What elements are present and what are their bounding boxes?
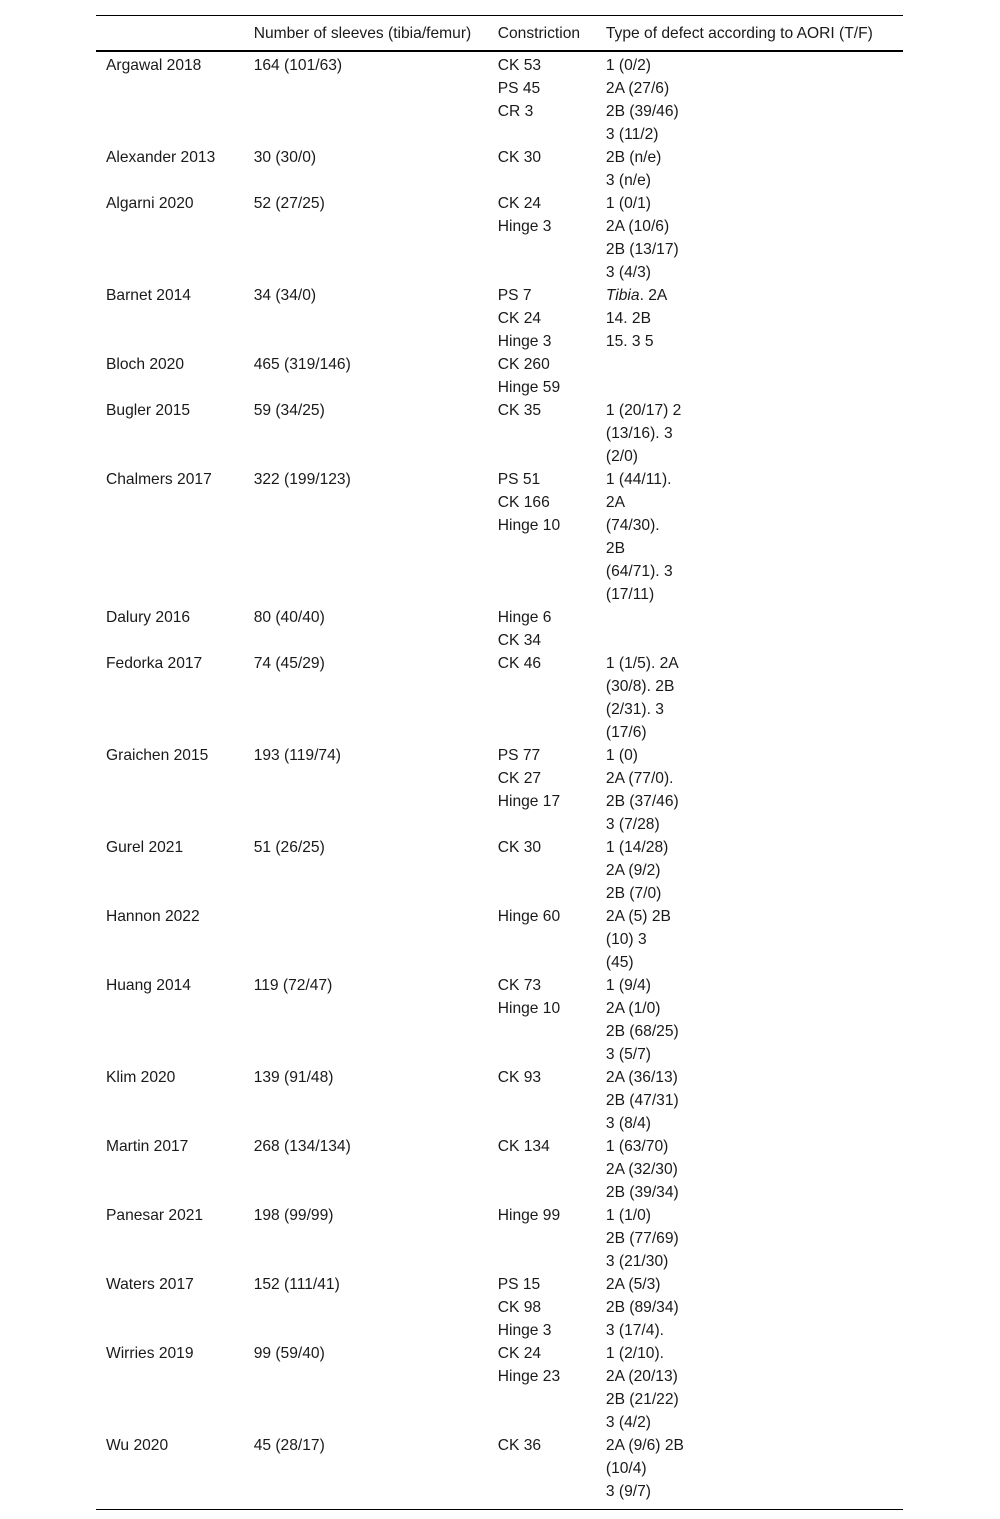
cell-sleeves: 80 (40/40): [253, 609, 325, 626]
cell-defect-type: [596, 905, 903, 974]
cell-sleeves: 45 (28/17): [244, 1434, 488, 1510]
cell-constriction: [488, 652, 596, 744]
defect-line: (10) 3: [605, 931, 647, 948]
cell-sleeves: 193 (119/74): [253, 747, 341, 764]
defect-line: 2B: [605, 540, 625, 557]
table-row: [96, 652, 903, 744]
constriction-line: Hinge 3: [497, 218, 552, 235]
cell-sleeves: 30 (30/0): [253, 149, 317, 166]
constriction-line: CK 24: [497, 195, 542, 212]
constriction-line: CR 3: [497, 103, 534, 120]
cell-study: Dalury 2016: [106, 609, 191, 626]
cell-defect-type: [596, 1204, 903, 1273]
constriction-line: CK 30: [497, 839, 542, 856]
cell-constriction: [488, 192, 596, 284]
constriction-line: Hinge 99: [497, 1207, 561, 1224]
defect-line: 1 (2/10).: [605, 1345, 664, 1362]
defect-line: (17/6): [605, 724, 647, 741]
table-row: [96, 284, 903, 353]
table-row: [96, 744, 903, 836]
cell-defect-type: [596, 146, 903, 192]
cell-study: Klim 2020: [106, 1069, 176, 1086]
constriction-line: CK 73: [497, 977, 542, 994]
defect-line: 3 (4/2): [605, 1414, 651, 1431]
defect-line: 2B (77/69): [605, 1230, 679, 1247]
cell-sleeves: 198 (99/99): [253, 1207, 334, 1224]
cell-sleeves: 119 (72/47): [253, 977, 333, 994]
defect-line: 2A (36/13): [605, 1069, 678, 1086]
defect-line-text: . 2A: [639, 287, 668, 304]
defect-line: 3 (9/7): [605, 1483, 651, 1500]
cell-constriction: [488, 606, 596, 652]
cell-constriction: [488, 284, 596, 353]
cell-constriction: [488, 1434, 596, 1510]
defect-line: 2B (37/46): [605, 793, 679, 810]
defect-line: (74/30).: [605, 517, 660, 534]
constriction-line: CK 24: [497, 1345, 542, 1362]
header-study: [96, 16, 244, 52]
defect-line: 3 (4/3): [605, 264, 651, 281]
defect-line: 2A (9/6) 2B: [605, 1437, 684, 1454]
studies-table: [96, 15, 903, 1510]
table-body: [96, 51, 903, 1510]
defect-line: 1 (9/4): [605, 977, 651, 994]
table-row: [96, 836, 903, 905]
defect-line: 3 (17/4).: [605, 1322, 664, 1339]
defect-line: (64/71). 3: [605, 563, 673, 580]
defect-line: 2B (39/34): [605, 1184, 679, 1201]
cell-defect-type: [596, 1434, 903, 1510]
cell-constriction: [488, 51, 596, 146]
cell-study: Algarni 2020: [106, 195, 194, 212]
defect-line: (17/11): [605, 586, 655, 603]
defect-line: 2A (5/3): [605, 1276, 661, 1293]
defect-line: 14. 2B: [605, 310, 651, 327]
defect-line: 3 (21/30): [605, 1253, 669, 1270]
cell-sleeves: 99 (59/40): [253, 1345, 325, 1362]
defect-line: 2B (21/22): [605, 1391, 679, 1408]
cell-defect-type: [596, 399, 903, 468]
defect-line: 2A (77/0).: [605, 770, 674, 787]
cell-defect-type: [596, 284, 903, 353]
cell-sleeves: 322 (199/123): [253, 471, 351, 488]
table-header-row: [96, 16, 903, 52]
constriction-line: CK 53: [497, 57, 542, 74]
defect-line: 2A (10/6): [605, 218, 670, 235]
constriction-line: Hinge 3: [497, 333, 552, 350]
cell-constriction: [488, 353, 596, 399]
defect-line: 2B (39/46): [605, 103, 679, 120]
cell-defect-type: [596, 1273, 903, 1342]
constriction-line: PS 77: [497, 747, 541, 764]
cell-defect-type: [596, 1135, 903, 1204]
constriction-line: CK 36: [497, 1437, 542, 1454]
table-row: [96, 905, 903, 974]
table-row: [96, 974, 903, 1066]
defect-line: 3 (5/7): [605, 1046, 651, 1063]
cell-study: Argawal 2018: [106, 57, 202, 74]
defect-line: (13/16). 3: [605, 425, 673, 442]
defect-line: 2B (7/0): [605, 885, 662, 902]
defect-line: [606, 284, 893, 307]
constriction-line: PS 45: [497, 80, 541, 97]
defect-line: 3 (11/2): [605, 126, 659, 143]
cell-study: Waters 2017: [106, 1276, 194, 1293]
constriction-line: Hinge 10: [497, 1000, 561, 1017]
constriction-line: CK 98: [497, 1299, 542, 1316]
defect-line: 2A (5) 2B: [605, 908, 671, 925]
table-row: [96, 1434, 903, 1510]
table-row: [96, 399, 903, 468]
defect-line: 2B (n/e): [605, 149, 662, 166]
constriction-line: PS 15: [497, 1276, 541, 1293]
header-defect-type: Type of defect according to AORI (T/F): [596, 16, 903, 52]
cell-sleeves: 52 (27/25): [253, 195, 325, 212]
defect-line: 2A: [605, 494, 625, 511]
cell-constriction: [488, 1204, 596, 1273]
cell-defect-type: [596, 192, 903, 284]
table-row: [96, 606, 903, 652]
header-constriction: Constriction: [488, 16, 596, 52]
constriction-line: PS 7: [497, 287, 532, 304]
constriction-line: CK 27: [497, 770, 542, 787]
defect-line: 2A (32/30): [605, 1161, 678, 1178]
cell-sleeves: [244, 905, 488, 974]
cell-defect-type: [596, 1342, 903, 1434]
constriction-line: CK 30: [497, 149, 542, 166]
cell-constriction: [488, 1273, 596, 1342]
cell-study: Graichen 2015: [106, 747, 209, 764]
cell-defect-type: [596, 606, 903, 652]
defect-line: 2A (1/0): [605, 1000, 661, 1017]
cell-defect-type: [596, 744, 903, 836]
constriction-line: CK 35: [497, 402, 542, 419]
constriction-line: CK 260: [497, 356, 550, 373]
cell-sleeves: 268 (134/134): [253, 1138, 351, 1155]
constriction-line: Hinge 59: [497, 379, 561, 396]
cell-study: Bugler 2015: [106, 402, 191, 419]
table-row: [96, 1135, 903, 1204]
constriction-line: Hinge 3: [497, 1322, 552, 1339]
defect-line: 2A (27/6): [605, 80, 670, 97]
defect-line: 1 (0): [605, 747, 638, 764]
defect-line: 2B (68/25): [605, 1023, 679, 1040]
constriction-line: CK 34: [497, 632, 542, 649]
cell-defect-type: [596, 468, 903, 606]
table-row: [96, 353, 903, 399]
cell-study: Martin 2017: [106, 1138, 189, 1155]
defect-italic-label: Tibia: [605, 287, 640, 304]
defect-line: 3 (7/28): [605, 816, 660, 833]
table-row: [96, 1342, 903, 1434]
cell-constriction: [488, 399, 596, 468]
defect-line: 1 (20/17) 2: [605, 402, 682, 419]
cell-constriction: [488, 744, 596, 836]
cell-sleeves: 164 (101/63): [253, 57, 343, 74]
cell-study: Panesar 2021: [106, 1207, 204, 1224]
cell-constriction: [488, 905, 596, 974]
defect-line: (45): [605, 954, 634, 971]
cell-constriction: [488, 1342, 596, 1434]
cell-study: Alexander 2013: [106, 149, 216, 166]
table-row: [96, 1204, 903, 1273]
defect-line: (2/31). 3: [605, 701, 664, 718]
cell-study: Hannon 2022: [106, 908, 200, 925]
table-row: [96, 146, 903, 192]
constriction-line: Hinge 6: [497, 609, 552, 626]
cell-defect-type: [596, 974, 903, 1066]
cell-study: Wirries 2019: [106, 1345, 194, 1362]
cell-study: Fedorka 2017: [106, 655, 203, 672]
cell-sleeves: 34 (34/0): [253, 287, 317, 304]
defect-line: 1 (1/5). 2A: [605, 655, 679, 672]
defect-line: 2A (9/2): [605, 862, 661, 879]
constriction-line: Hinge 17: [497, 793, 561, 810]
cell-sleeves: 74 (45/29): [253, 655, 325, 672]
cell-study: Chalmers 2017: [106, 471, 212, 488]
cell-constriction: [488, 1066, 596, 1135]
defect-line: 1 (44/11).: [605, 471, 672, 488]
defect-line: 2B (13/17): [605, 241, 679, 258]
defect-line: 1 (63/70): [605, 1138, 669, 1155]
cell-study: Gurel 2021: [106, 839, 184, 856]
cell-constriction: [488, 1135, 596, 1204]
constriction-line: Hinge 10: [497, 517, 561, 534]
cell-study: Barnet 2014: [106, 287, 191, 304]
table-row: [96, 1273, 903, 1342]
defect-line: (30/8). 2B: [605, 678, 675, 695]
cell-sleeves: 139 (91/48): [253, 1069, 334, 1086]
cell-constriction: [488, 836, 596, 905]
cell-defect-type: [596, 836, 903, 905]
defect-line: 15. 3 5: [605, 333, 654, 350]
defect-line: (10/4): [605, 1460, 647, 1477]
defect-line: 1 (0/1): [605, 195, 651, 212]
constriction-line: Hinge 60: [497, 908, 561, 925]
defect-line: 1 (1/0): [605, 1207, 651, 1224]
defect-line: (2/0): [605, 448, 638, 465]
table-row: [96, 192, 903, 284]
cell-study: Wu 2020: [96, 1434, 244, 1510]
constriction-line: CK 166: [497, 494, 550, 511]
constriction-line: PS 51: [497, 471, 541, 488]
constriction-line: Hinge 23: [497, 1368, 561, 1385]
cell-sleeves: 152 (111/41): [253, 1276, 340, 1293]
constriction-line: CK 93: [497, 1069, 542, 1086]
constriction-line: CK 24: [497, 310, 542, 327]
constriction-line: CK 134: [497, 1138, 550, 1155]
cell-study: Bloch 2020: [106, 356, 185, 373]
cell-sleeves: 51 (26/25): [253, 839, 325, 856]
defect-line: 1 (0/2): [605, 57, 651, 74]
defect-line: 2B (47/31): [605, 1092, 679, 1109]
constriction-line: CK 46: [497, 655, 542, 672]
defect-line: 3 (8/4): [605, 1115, 651, 1132]
table-row: [96, 1066, 903, 1135]
header-sleeves: Number of sleeves (tibia/femur): [244, 16, 488, 52]
cell-constriction: [488, 146, 596, 192]
cell-sleeves: 59 (34/25): [253, 402, 325, 419]
cell-constriction: [488, 468, 596, 606]
defect-line: 1 (14/28): [605, 839, 669, 856]
cell-study: Huang 2014: [106, 977, 191, 994]
cell-defect-type: [596, 353, 903, 399]
table-row: [96, 468, 903, 606]
table-row: [96, 51, 903, 146]
cell-constriction: [488, 974, 596, 1066]
cell-defect-type: [596, 51, 903, 146]
defect-line: 3 (n/e): [605, 172, 651, 189]
defect-line: 2A (20/13): [605, 1368, 678, 1385]
cell-defect-type: [596, 1066, 903, 1135]
cell-defect-type: [596, 652, 903, 744]
defect-line: 2B (89/34): [605, 1299, 679, 1316]
cell-sleeves: 465 (319/146): [253, 356, 351, 373]
